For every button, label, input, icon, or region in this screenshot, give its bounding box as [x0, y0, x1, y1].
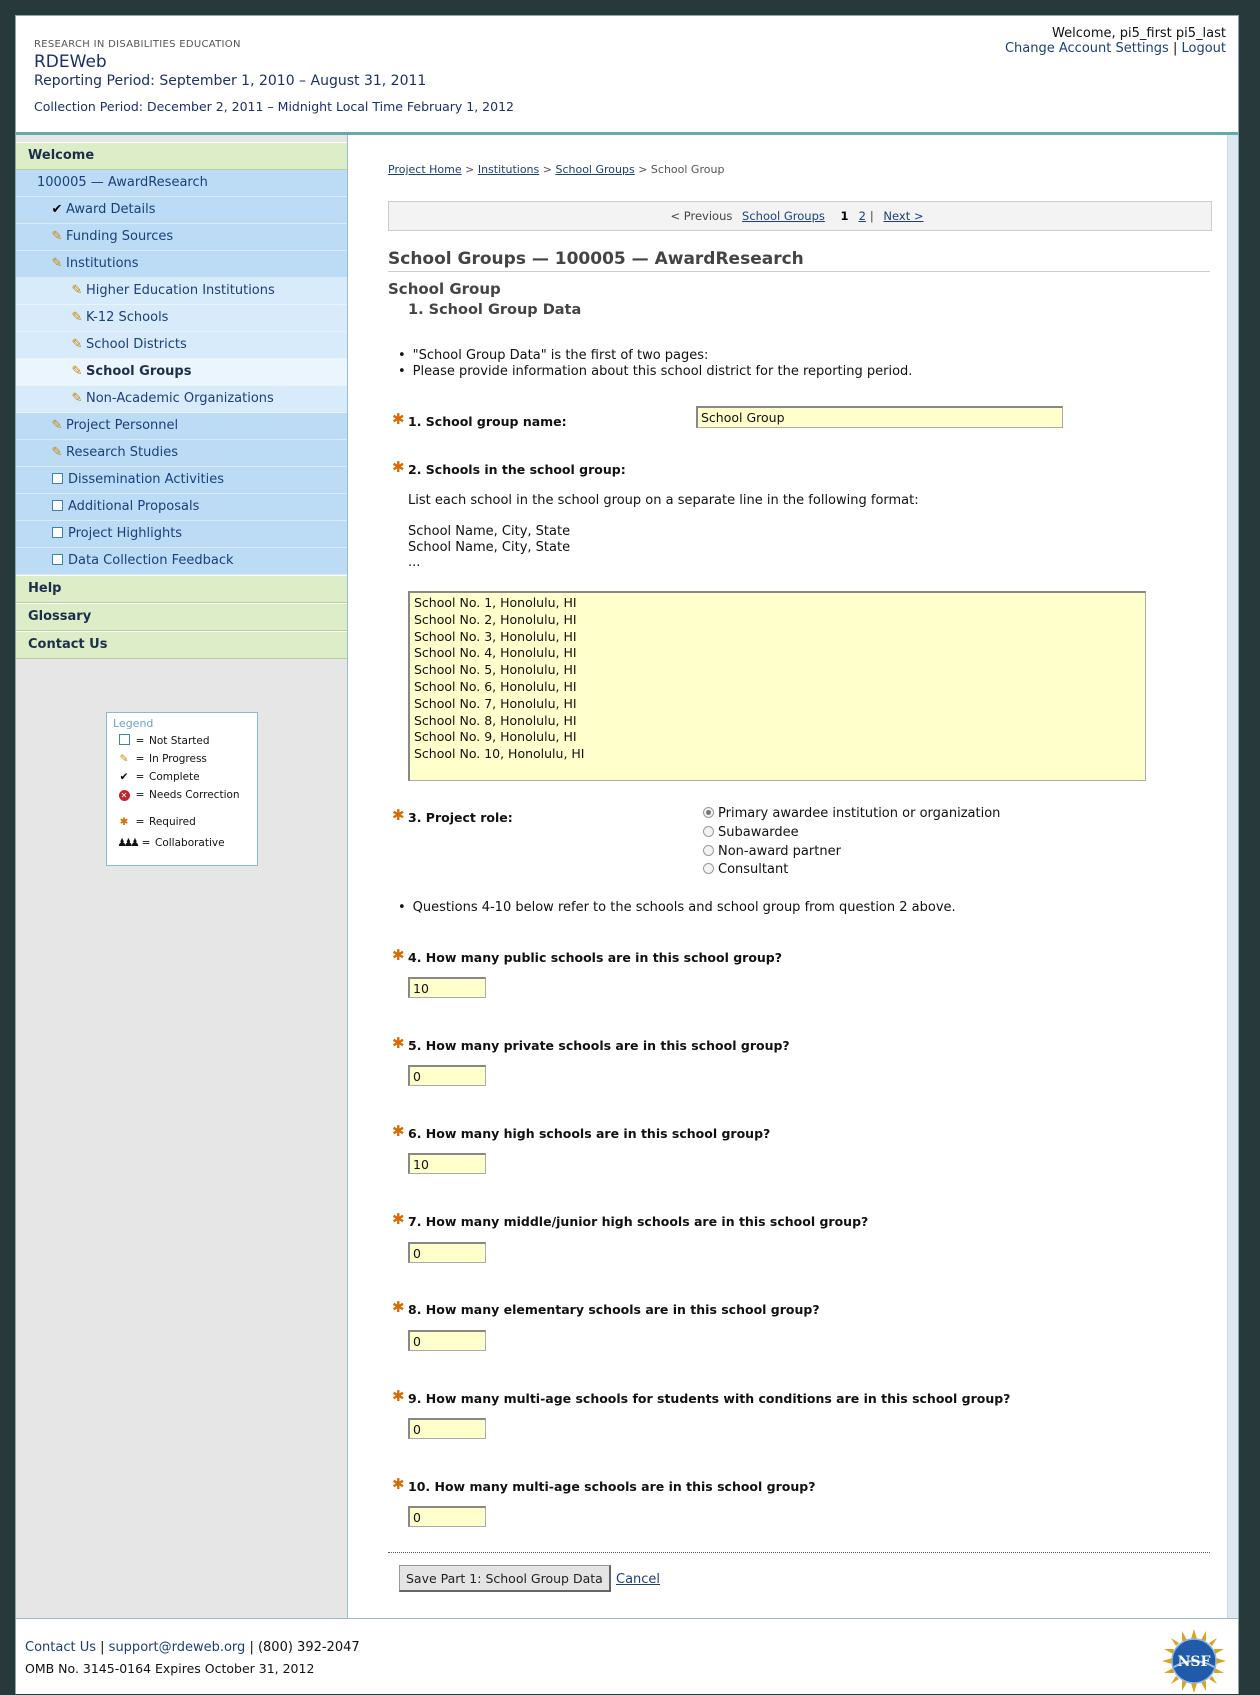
radio-label: Non-award partner	[718, 844, 841, 859]
footer-contact-link[interactable]: Contact Us	[25, 1640, 96, 1655]
pencil-icon: ✎	[51, 445, 63, 460]
asterisk-icon: ✱	[119, 816, 129, 828]
sidebar-item-label: Non-Academic Organizations	[86, 391, 274, 406]
q6-input[interactable]	[408, 1153, 486, 1174]
required-icon: ✱	[392, 1210, 405, 1228]
footer-omb: OMB No. 3145-0164 Expires October 31, 2012	[25, 1661, 315, 1676]
q9-label: 9. How many multi-age schools for students with conditions are in this school group?	[408, 1391, 1011, 1406]
school-group-name-input[interactable]	[696, 406, 1063, 428]
sidebar-item-glossary[interactable]: Glossary	[16, 603, 347, 631]
pencil-icon: ✎	[51, 229, 63, 244]
sidebar-item-project-highlights[interactable]	[16, 521, 347, 548]
radio-option-non-award[interactable]	[703, 843, 841, 861]
sidebar-item-label: Institutions	[66, 256, 139, 271]
q7-label: 7. How many middle/junior high schools are in this school group?	[408, 1214, 869, 1229]
required-icon: ✱	[392, 458, 405, 476]
footer-contact-line: Contact Us | support@rdeweb.org | (800) 392-2047	[25, 1640, 360, 1655]
radio-button[interactable]	[703, 845, 714, 856]
intro-bullets	[398, 348, 912, 379]
box-icon	[117, 734, 131, 748]
sidebar-item-contact[interactable]: Contact Us	[16, 631, 347, 659]
breadcrumb-school-groups[interactable]: School Groups	[555, 163, 635, 176]
pencil-icon: ✎	[71, 364, 83, 379]
box-icon	[52, 500, 63, 511]
required-icon: ✱	[392, 1475, 405, 1493]
cancel-link[interactable]: Cancel	[616, 1572, 661, 1587]
list-item: • Questions 4-10 below refer to the schools and school group from question 2 above.	[398, 900, 956, 916]
breadcrumb-current: School Group	[650, 163, 725, 176]
box-icon	[52, 473, 63, 484]
pencil-icon: ✎	[119, 753, 129, 765]
q9-input[interactable]	[408, 1418, 486, 1439]
sidebar-item-label: Data Collection Feedback	[68, 553, 234, 568]
radio-option-consultant[interactable]	[703, 861, 788, 879]
q5-label: 5. How many private schools are in this school group?	[408, 1038, 790, 1053]
sidebar-item-label: Funding Sources	[66, 229, 174, 244]
user-panel	[1005, 26, 1226, 56]
required-icon: ✱	[392, 410, 405, 428]
required-icon: ✱	[392, 946, 405, 964]
note-bullet	[398, 900, 956, 916]
radio-label: Primary awardee institution or organization	[718, 806, 1001, 821]
q10-input[interactable]	[408, 1506, 486, 1527]
radio-button[interactable]	[703, 826, 714, 837]
sidebar-item-additional-proposals[interactable]	[16, 494, 347, 521]
pencil-icon: ✎	[71, 283, 83, 298]
sidebar-item-project-personnel[interactable]	[16, 413, 347, 440]
pencil-icon: ✎	[71, 337, 83, 352]
main-content	[348, 135, 1238, 1618]
welcome-text: Welcome, pi5_first pi5_last	[1052, 26, 1226, 41]
check-icon: ✔	[119, 771, 129, 783]
box-icon	[52, 527, 63, 538]
required-icon: ✱	[392, 806, 405, 824]
q2-format-line: School Name, City, State	[408, 524, 571, 539]
nsf-logo	[1162, 1629, 1226, 1693]
sidebar-item-label: Dissemination Activities	[68, 472, 224, 487]
q10-label: 10. How many multi-age schools are in this school group?	[408, 1479, 816, 1494]
collection-period: Collection Period: December 2, 2011 – Midnight Local Time February 1, 2012	[34, 99, 514, 114]
link-separator: |	[1172, 41, 1178, 56]
sidebar-item-label: Higher Education Institutions	[86, 283, 275, 298]
q1-label: 1. School group name:	[408, 414, 567, 429]
pager-previous: < Previous	[670, 209, 733, 223]
required-icon: ✱	[392, 1298, 405, 1316]
sidebar-item-research-studies[interactable]	[16, 440, 347, 467]
q4-label: 4. How many public schools are in this school group?	[408, 950, 783, 965]
sidebar-item-school-districts[interactable]	[16, 332, 347, 359]
required-icon: ✱	[392, 1034, 405, 1052]
sidebar	[16, 135, 348, 1618]
sidebar-item-label: Project Personnel	[66, 418, 179, 433]
legend-box	[106, 712, 258, 866]
sidebar-item-label: School Groups	[86, 364, 192, 379]
legend-row: = Not Started	[117, 734, 210, 748]
list-item: • Please provide information about this school district for the reporting period.	[398, 364, 912, 380]
q2-format-line: ...	[408, 555, 421, 570]
legend-row: ♟♟♟ = Collaborative	[117, 837, 225, 849]
logout-link[interactable]: Logout	[1181, 41, 1226, 56]
error-icon: ✕	[117, 788, 131, 802]
radio-option-primary[interactable]	[703, 805, 1000, 823]
change-account-link[interactable]: Change Account Settings	[1004, 41, 1169, 56]
legend-row: ✔ = Complete	[117, 770, 200, 784]
sidebar-item-institutions[interactable]	[16, 251, 347, 278]
sidebar-item-award-details[interactable]	[16, 197, 347, 224]
reporting-period: Reporting Period: September 1, 2010 – August 31, 2011	[34, 73, 427, 89]
schools-textarea[interactable]	[408, 591, 1146, 781]
radio-option-subawardee[interactable]	[703, 824, 799, 842]
nsf-logo-text: NSF	[1177, 1654, 1211, 1670]
q4-input[interactable]	[408, 977, 486, 998]
page-title: School Groups — 100005 — AwardResearch	[388, 249, 1210, 272]
pager-current-page: 1	[840, 209, 849, 223]
save-button[interactable]: Save Part 1: School Group Data	[399, 1565, 611, 1592]
check-icon: ✔	[51, 202, 63, 217]
pager: < Previous School Groups 1 2 | Next >	[388, 201, 1212, 231]
account-links	[1005, 41, 1226, 56]
pager-school-groups-link[interactable]: School Groups	[742, 209, 825, 223]
radio-button[interactable]	[703, 807, 714, 818]
q7-input[interactable]	[408, 1242, 486, 1263]
subsection-title: 1. School Group Data	[408, 302, 582, 318]
radio-label: Consultant	[718, 862, 789, 877]
footer-email-link[interactable]: support@rdeweb.org	[108, 1640, 246, 1655]
sidebar-item-k12-schools[interactable]	[16, 305, 347, 332]
section-title: School Group	[388, 280, 501, 298]
q3-label: 3. Project role:	[408, 810, 513, 825]
sidebar-item-funding-sources[interactable]	[16, 224, 347, 251]
sidebar-item-label: Additional Proposals	[68, 499, 200, 514]
q5-input[interactable]	[408, 1065, 486, 1086]
pager-next[interactable]: Next >	[883, 209, 924, 223]
sidebar-item-label: Project Highlights	[68, 526, 183, 541]
org-name: RESEARCH IN DISABILITIES EDUCATION	[34, 39, 241, 50]
sidebar-item-award[interactable]: 100005 — AwardResearch	[16, 170, 347, 197]
q8-label: 8. How many elementary schools are in this school group?	[408, 1302, 820, 1317]
q2-label: 2. Schools in the school group:	[408, 462, 626, 477]
legend-row: ✱ = Required	[117, 815, 196, 829]
list-item: • "School Group Data" is the first of two pages:	[398, 348, 912, 364]
sidebar-item-label: School Districts	[86, 337, 187, 352]
sidebar-item-dissemination[interactable]	[16, 467, 347, 494]
breadcrumb: Project Home > Institutions > School Groups > School Group	[388, 163, 725, 176]
legend-row: ✎ = In Progress	[117, 752, 207, 766]
q2-instructions: List each school in the school group on a separate line in the following format:	[408, 493, 919, 508]
q2-format-line: School Name, City, State	[408, 540, 571, 555]
required-icon: ✱	[392, 1387, 405, 1405]
breadcrumb-institutions[interactable]: Institutions	[477, 163, 540, 176]
sidebar-item-higher-education[interactable]	[16, 278, 347, 305]
sidebar-item-label: K-12 Schools	[86, 310, 169, 325]
pencil-icon: ✎	[71, 310, 83, 325]
sidebar-item-label: Award Details	[66, 202, 156, 217]
breadcrumb-project-home[interactable]: Project Home	[388, 163, 462, 176]
footer-phone: (800) 392-2047	[257, 1640, 360, 1655]
sidebar-item-welcome[interactable]: Welcome	[16, 142, 347, 170]
required-icon: ✱	[392, 1122, 405, 1140]
radio-button[interactable]	[703, 863, 714, 874]
sidebar-item-label: Research Studies	[66, 445, 178, 460]
pager-page-2[interactable]: 2	[858, 209, 866, 223]
sidebar-item-help[interactable]: Help	[16, 575, 347, 603]
content-rail	[1227, 135, 1238, 1618]
radio-label: Subawardee	[718, 825, 799, 840]
sidebar-item-non-academic[interactable]	[16, 386, 347, 413]
pencil-icon: ✎	[71, 391, 83, 406]
box-icon	[52, 554, 63, 565]
sidebar-item-school-groups[interactable]	[16, 359, 347, 386]
app-title: RDEWeb	[34, 52, 107, 72]
page-frame	[15, 15, 1239, 1694]
sidebar-spacer	[16, 135, 347, 142]
q8-input[interactable]	[408, 1330, 486, 1351]
q6-label: 6. How many high schools are in this school group?	[408, 1126, 771, 1141]
legend-title: Legend	[113, 717, 154, 730]
sidebar-item-data-feedback[interactable]	[16, 548, 347, 575]
form-divider	[388, 1552, 1210, 1553]
header	[16, 16, 1238, 132]
footer	[16, 1618, 1238, 1694]
people-icon: ♟♟♟	[117, 837, 137, 849]
pencil-icon: ✎	[51, 418, 63, 433]
pencil-icon: ✎	[51, 256, 63, 271]
legend-row: ✕ = Needs Correction	[117, 788, 240, 802]
